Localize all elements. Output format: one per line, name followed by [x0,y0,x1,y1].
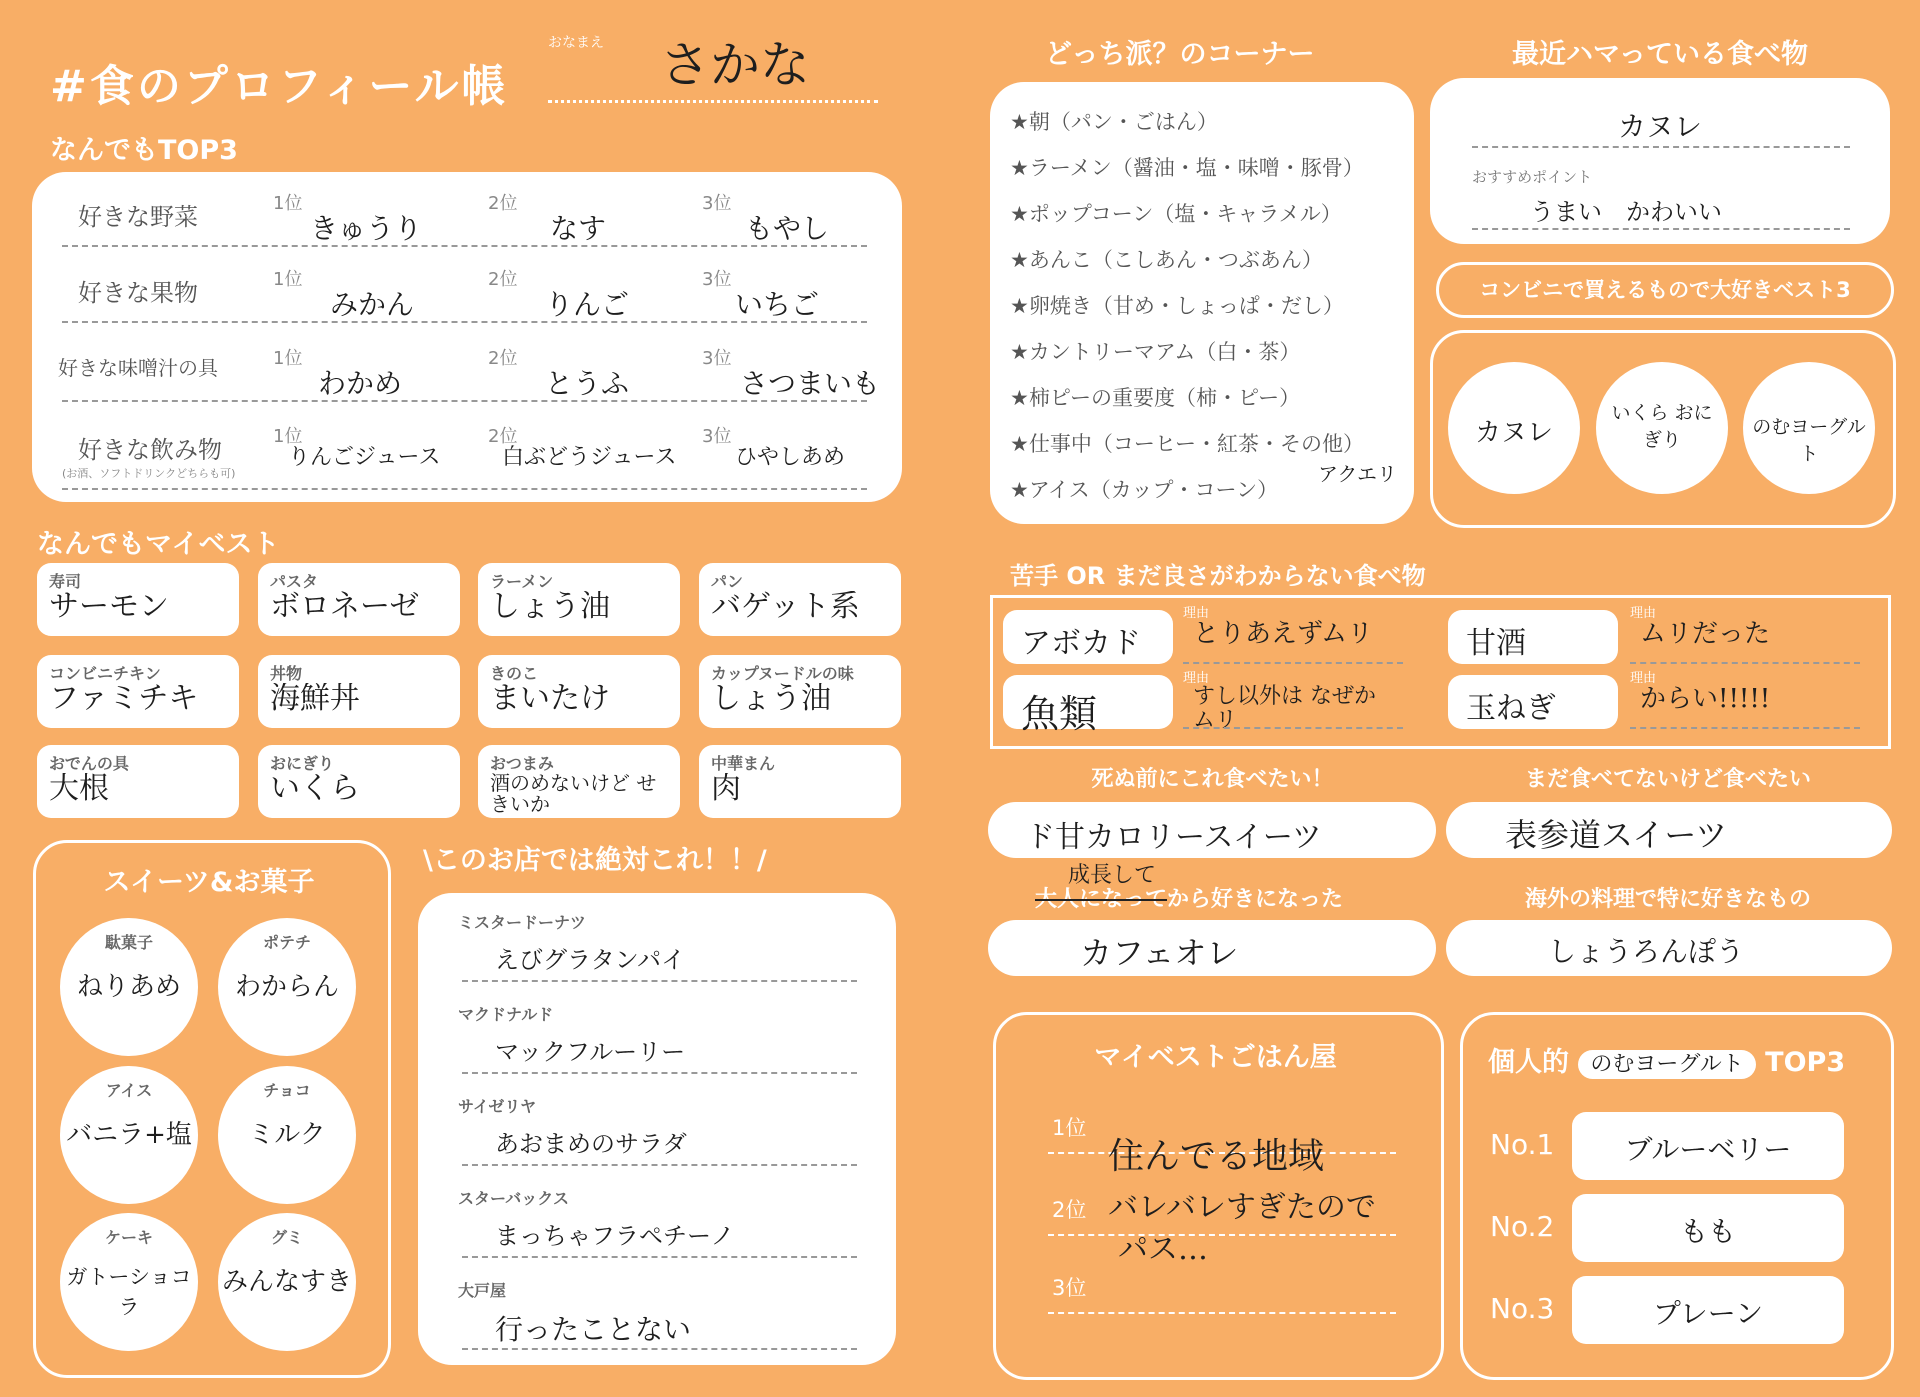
shop-line [462,1256,857,1258]
sweets-label: 駄菓子 [104,933,153,952]
sweets-value: わからん [234,972,339,1002]
sweets-label: ケーキ [104,1228,153,1247]
top3-row-label: 好きな野菜 [78,203,198,231]
top3-row-label: 好きな飲み物 [78,436,222,464]
recent-line [1472,146,1850,148]
top3-rank-label: 1位 [273,348,303,369]
sweets-value: ガトーショコラ [66,1265,192,1319]
shop-name: マクドナルド [458,1005,554,1024]
sweets-label: グミ [270,1228,303,1247]
name-label: おなまえ [548,35,604,51]
top3-value: 白ぶどうジュース [502,445,677,470]
mybest-label: おにぎり [270,754,335,773]
gohan-text1: 住んでる地域 [1108,1136,1325,1177]
dislike-line [1630,662,1860,664]
konbini-item: カヌレ [1474,418,1553,448]
top3-row-note: (お酒、ソフトドリンクどちらも可) [62,467,236,480]
dislike-reason-label: 理由 [1183,671,1210,686]
which-extra: アクエリ [1318,462,1397,486]
sweets-heading: スイーツ&お菓子 [103,867,315,898]
top3-rank-label: 1位 [273,193,303,214]
top3-value: とうふ [545,367,630,400]
konbini-item: いくら おにぎり [1611,402,1713,451]
gohan-line [1048,1312,1396,1314]
shop-item: マックフルーリー [495,1038,686,1066]
mybest-value: ファミチキ [49,683,199,716]
sweets-label: ポテチ [262,933,311,952]
mybest-value: しょう油 [711,683,831,716]
mybest-label: ラーメン [490,572,554,591]
dislike-reason: からい!!!!! [1640,684,1771,714]
grown-note: 成長して [1068,863,1157,888]
top3-rank-label: 3位 [702,426,732,447]
top3-value: さつまいも [740,367,881,400]
top3-divider [62,321,867,323]
dislike-reason: すし以外は なぜかムリ [1193,684,1376,734]
gohan-rank: 1位 [1052,1116,1087,1140]
recent-line2 [1472,228,1850,230]
top3-divider [62,245,867,247]
shop-line [462,980,857,982]
gohan-rank: 3位 [1052,1276,1087,1300]
top3-value: りんごジュース [288,445,441,470]
sweets-label: チョコ [263,1081,311,1100]
top3-value: ひやしあめ [735,445,846,470]
dislike-line [1630,727,1860,729]
top3-value: もやし [745,212,830,245]
dislike-food: アボカド [1021,626,1141,661]
page-title: #食のプロフィール帳 [50,61,509,112]
which-item: ★仕事中（コーヒー・紅茶・その他） [1010,432,1364,456]
mybest-label: 寿司 [49,572,82,591]
dislike-heading: 苦手 OR まだ良さがわからない食べ物 [1010,562,1426,590]
mybest-value: ボロネーゼ [270,591,420,624]
mybest-heading: なんでもマイベスト [37,529,280,560]
shop-name: スターバックス [458,1189,570,1208]
mybest-label: おでんの具 [49,754,129,773]
top3-rank-label: 1位 [273,426,303,447]
mybest-value: 酒のめないけど せきいか [490,773,657,816]
top3-value: いちご [735,288,820,321]
mybest-value: 海鮮丼 [270,683,360,716]
want-heading: まだ食べてないけど食べたい [1524,767,1811,792]
sweets-value: ねりあめ [76,972,181,1002]
shop-name: サイゼリヤ [458,1097,537,1116]
grown-rest: から好きになった [1167,887,1344,912]
mybest-label: パスタ [270,572,319,591]
shop-line [462,1072,857,1074]
yogurt-rank: No.3 [1490,1292,1555,1325]
top3-value: みかん [330,288,415,321]
recent-point: うまい かわいい [1530,198,1722,226]
yogurt-heading-tag: のむヨーグルト [1578,1050,1755,1079]
mybest-value: しょう油 [490,591,610,624]
top3-heading: なんでもTOP3 [50,135,238,166]
top3-row-label: 好きな味噌汁の具 [58,356,218,380]
grown-value: カフェオレ [1080,934,1239,972]
shop-name: ミスタードーナツ [458,913,586,932]
which-item: ★卵焼き（甘め・しょっぱ・だし） [1010,294,1344,318]
name-value: さかな [660,36,810,94]
which-item: ★カントリーマアム（白・茶） [1010,340,1301,364]
sweets-value: バニラ+塩 [66,1120,192,1150]
mybest-label: カップヌードルの味 [711,664,854,683]
top3-rank-label: 3位 [702,269,732,290]
top3-value: なす [550,212,607,245]
before-die-heading: 死ぬ前にこれ食べたい！ [1091,767,1334,792]
dislike-reason-label: 理由 [1630,671,1657,686]
yogurt-value: プレーン [1652,1297,1764,1330]
shop-line [462,1164,857,1166]
grown-strike: 大人になって [1035,887,1168,912]
which-item: ★アイス（カップ・コーン） [1010,478,1279,502]
gohan-text2: バレバレすぎたので [1108,1190,1376,1225]
overseas-value: しょうろんぽう [1548,935,1745,968]
yogurt-value: もも [1679,1215,1736,1248]
mybest-label: おつまみ [490,754,554,773]
top3-rank-label: 1位 [273,269,303,290]
yogurt-rank: No.1 [1490,1128,1555,1161]
mybest-label: 丼物 [270,664,303,683]
top3-value: りんご [545,288,630,321]
top3-value: わかめ [318,367,403,400]
sweets-value: ミルク [248,1120,326,1150]
sweets-value: みんなすき [222,1267,353,1297]
gohan-rank: 2位 [1052,1198,1087,1222]
mybest-label: きのこ [490,664,539,683]
yogurt-heading-pre: 個人的 [1488,1047,1569,1078]
top3-divider [62,400,867,402]
sweets-label: アイス [105,1081,153,1100]
shop-item: まっちゃフラペチーノ [495,1222,735,1250]
yogurt-heading [1488,1040,1845,1079]
before-die-value: ド甘カロリースイーツ [1025,820,1322,855]
mybest-value: 肉 [711,773,741,806]
shop-item: あおまめのサラダ [495,1130,687,1158]
top3-row-label: 好きな果物 [78,279,198,307]
top3-rank-label: 2位 [488,348,518,369]
overseas-heading: 海外の料理で特に好きなもの [1524,887,1811,912]
konbini-heading: コンビニで買えるもので大好きベスト3 [1479,278,1851,302]
name-underline [548,100,878,103]
dislike-line [1183,662,1403,664]
which-heading: どっち派？のコーナー [1045,39,1315,70]
mybest-value: いくら [270,773,360,806]
shop-line [462,1348,857,1350]
top3-divider [62,488,867,490]
mybest-label: 中華まん [711,754,776,773]
gohan-heading: マイベストごはん屋 [1094,1042,1337,1073]
dislike-food: 玉ねぎ [1466,691,1556,726]
top3-rank-label: 3位 [702,348,732,369]
yogurt-rank: No.2 [1490,1210,1555,1243]
shop-item: えびグラタンパイ [495,946,686,974]
dislike-line [1183,727,1403,729]
shop-name: 大戸屋 [458,1281,507,1300]
which-item: ★あんこ（こしあん・つぶあん） [1010,248,1323,272]
shops-heading: \このお店では絶対これ！！/ [423,845,767,876]
konbini-item: のむヨーグルト [1752,416,1866,465]
dislike-reason: とりあえずムリ [1193,619,1374,649]
yogurt-heading-post: TOP3 [1765,1047,1846,1078]
which-item: ★柿ピーの重要度（柿・ピー） [1010,386,1301,410]
gohan-text3: パス… [1118,1232,1208,1267]
top3-rank-label: 2位 [488,269,518,290]
mybest-value: バゲット系 [711,591,860,624]
top3-rank-label: 3位 [702,193,732,214]
dislike-reason: ムリだった [1640,619,1771,649]
top3-value: きゅうり [310,212,423,245]
dislike-reason-label: 理由 [1183,606,1210,621]
shop-item: 行ったことない [495,1313,692,1346]
recent-value: カヌレ [1617,110,1702,143]
mybest-label: パン [711,572,744,591]
dislike-food: 甘酒 [1466,626,1526,661]
yogurt-value: ブルーベリー [1624,1133,1792,1166]
dislike-reason-label: 理由 [1630,606,1657,621]
gohan-line [1048,1234,1396,1236]
which-item: ★ポップコーン（塩・キャラメル） [1010,202,1342,226]
mybest-value: まいたけ [490,683,610,716]
top3-rank-label: 2位 [488,193,518,214]
mybest-label: コンビニチキン [49,664,161,683]
dislike-food: 魚類 [1021,692,1098,736]
which-item: ★ラーメン（醤油・塩・味噌・豚骨） [1010,156,1364,180]
mybest-value: サーモン [49,591,169,624]
recent-point-label: おすすめポイント [1472,168,1593,186]
which-item: ★朝（パン・ごはん） [1010,110,1218,134]
top3-rank-label: 2位 [488,426,518,447]
want-value: 表参道スイーツ [1505,816,1728,854]
mybest-value: 大根 [49,773,109,806]
recent-heading: 最近ハマっている食べ物 [1512,39,1808,70]
